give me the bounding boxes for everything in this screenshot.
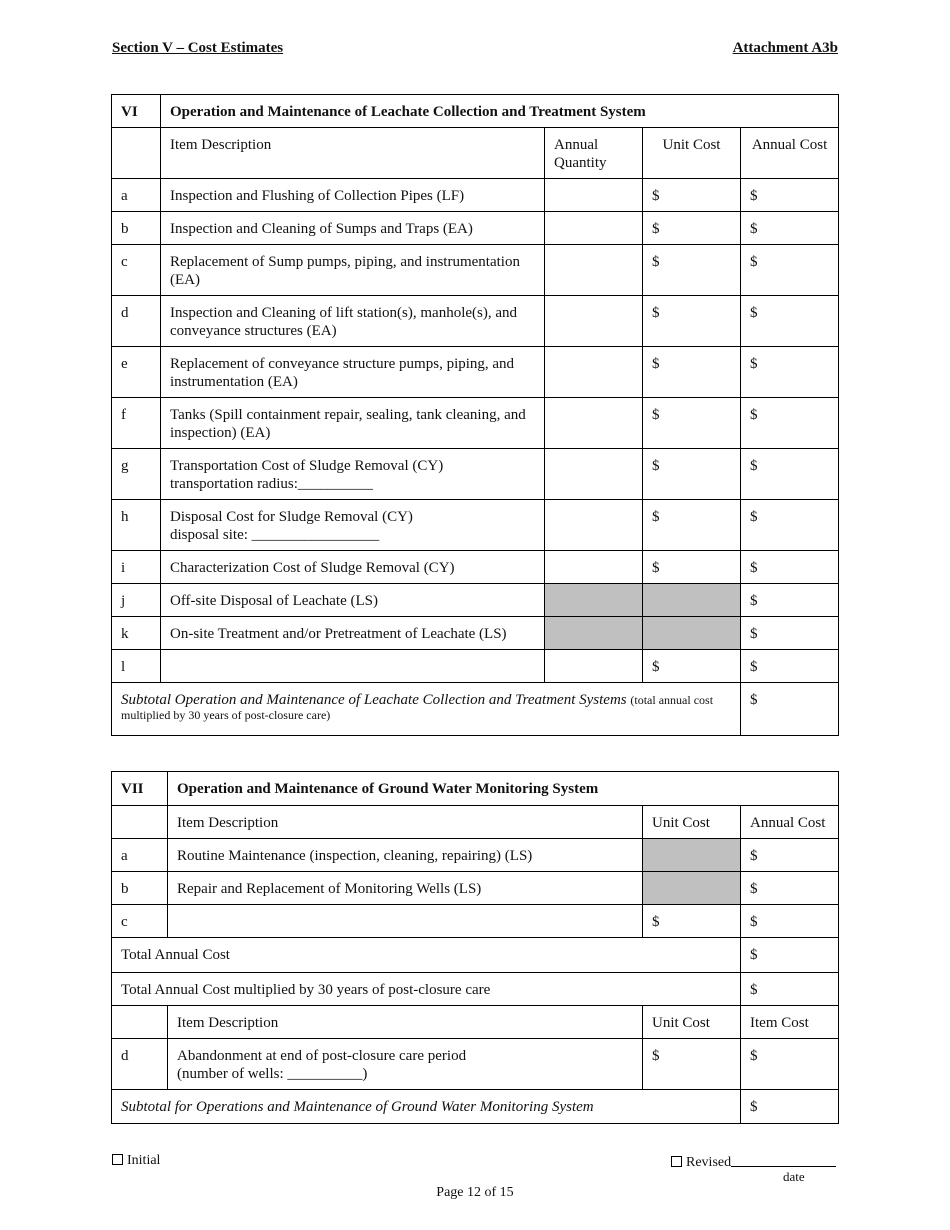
col-header-quantity: Annual Quantity (545, 128, 643, 179)
annual-cost-field[interactable]: $ (741, 347, 839, 398)
annual-cost-field[interactable]: $ (741, 212, 839, 245)
unit-cost-field[interactable]: $ (643, 296, 741, 347)
shaded-cell (643, 617, 741, 650)
section-number: VII (112, 772, 168, 806)
row-id: f (112, 398, 161, 449)
blank-cell (112, 806, 168, 839)
table-row (112, 1039, 839, 1090)
total-30-row (112, 973, 839, 1006)
blank-cell (112, 128, 161, 179)
col-header-item: Item Description (168, 806, 643, 839)
shaded-cell (643, 839, 741, 872)
revised-option[interactable] (671, 1153, 836, 1171)
row-description (168, 1039, 643, 1090)
row-id: c (112, 905, 168, 938)
row-id: l (112, 650, 161, 683)
subtotal-label-cell (112, 683, 741, 736)
unit-cost-field[interactable]: $ (643, 212, 741, 245)
unit-cost-field[interactable]: $ (643, 650, 741, 683)
disposal-site-field[interactable]: disposal site: _________________ (170, 527, 380, 543)
row-id: c (112, 245, 161, 296)
annual-cost-field[interactable]: $ (741, 449, 839, 500)
quantity-field[interactable] (545, 245, 643, 296)
row-description-line: Transportation Cost of Sludge Removal (CY) (170, 458, 444, 474)
row-description (161, 449, 545, 500)
row-description-field[interactable] (168, 905, 643, 938)
table-row (112, 245, 839, 296)
total-row (112, 938, 839, 973)
row-description: Repair and Replacement of Monitoring Wells (LS) (168, 872, 643, 905)
section-vii-table (111, 771, 839, 1124)
initial-label: Initial (127, 1153, 161, 1168)
unit-cost-field[interactable]: $ (643, 347, 741, 398)
row-description-field[interactable] (161, 650, 545, 683)
row-id: e (112, 347, 161, 398)
number-of-wells-field[interactable]: (number of wells: __________) (177, 1066, 368, 1082)
transportation-radius-field[interactable]: transportation radius:__________ (170, 476, 373, 492)
unit-cost-field[interactable]: $ (643, 905, 741, 938)
initial-option[interactable] (112, 1153, 160, 1169)
annual-cost-field[interactable]: $ (741, 551, 839, 584)
subtotal-value-field[interactable]: $ (741, 683, 839, 736)
quantity-field[interactable] (545, 650, 643, 683)
unit-cost-field[interactable]: $ (643, 179, 741, 212)
annual-cost-field[interactable]: $ (741, 584, 839, 617)
row-id: a (112, 179, 161, 212)
row-description: Inspection and Cleaning of lift station(s), manhole(s), and conveyance structures (EA) (161, 296, 545, 347)
table-row (112, 212, 839, 245)
row-description-line: Abandonment at end of post-closure care period (177, 1048, 467, 1064)
shaded-cell (643, 872, 741, 905)
annual-cost-field[interactable]: $ (741, 398, 839, 449)
table-row (112, 839, 839, 872)
row-description: Characterization Cost of Sludge Removal (CY) (161, 551, 545, 584)
row-id: k (112, 617, 161, 650)
row-id: b (112, 212, 161, 245)
col-header-unit-cost: Unit Cost (643, 128, 741, 179)
quantity-field[interactable] (545, 347, 643, 398)
unit-cost-field[interactable]: $ (643, 245, 741, 296)
quantity-field[interactable] (545, 179, 643, 212)
row-id: i (112, 551, 161, 584)
total-30-label: Total Annual Cost multiplied by 30 years of post-closure care (112, 973, 741, 1006)
annual-cost-field[interactable]: $ (741, 179, 839, 212)
annual-cost-field[interactable]: $ (741, 500, 839, 551)
unit-cost-field[interactable]: $ (643, 449, 741, 500)
section-vi-table (111, 94, 839, 736)
annual-cost-field[interactable]: $ (741, 617, 839, 650)
section-title: Operation and Maintenance of Ground Water Monitoring System (168, 772, 839, 806)
row-description: Replacement of conveyance structure pumps, piping, and instrumentation (EA) (161, 347, 545, 398)
quantity-field[interactable] (545, 449, 643, 500)
date-caption: date (783, 1169, 805, 1184)
row-description: Replacement of Sump pumps, piping, and instrumentation (EA) (161, 245, 545, 296)
table-row (112, 872, 839, 905)
table-row (112, 179, 839, 212)
section-header: Section V – Cost Estimates (112, 40, 284, 56)
annual-cost-field[interactable]: $ (741, 296, 839, 347)
subtotal-row (112, 683, 839, 736)
quantity-field[interactable] (545, 212, 643, 245)
table-row (112, 584, 839, 617)
total-value-field[interactable]: $ (741, 938, 839, 973)
table-row (112, 905, 839, 938)
unit-cost-field[interactable]: $ (643, 500, 741, 551)
section-title: Operation and Maintenance of Leachate Collection and Treatment System (161, 95, 839, 128)
subtotal-value-field[interactable]: $ (741, 1090, 839, 1124)
row-id: g (112, 449, 161, 500)
row-description: Tanks (Spill containment repair, sealing, tank cleaning, and inspection) (EA) (161, 398, 545, 449)
table-row (112, 449, 839, 500)
quantity-field[interactable] (545, 296, 643, 347)
annual-cost-field[interactable]: $ (741, 905, 839, 938)
row-id: h (112, 500, 161, 551)
table-row (112, 398, 839, 449)
row-description-line: Disposal Cost for Sludge Removal (CY) (170, 509, 413, 525)
row-id: d (112, 296, 161, 347)
table-row (112, 551, 839, 584)
table-row (112, 296, 839, 347)
table-row (112, 617, 839, 650)
row-description: On-site Treatment and/or Pretreatment of Leachate (LS) (161, 617, 545, 650)
col-header-unit-cost: Unit Cost (643, 806, 741, 839)
col-header-unit-cost: Unit Cost (643, 1006, 741, 1039)
quantity-field[interactable] (545, 551, 643, 584)
col-header-item: Item Description (168, 1006, 643, 1039)
row-description (161, 500, 545, 551)
section-number: VI (112, 95, 161, 128)
shaded-cell (643, 584, 741, 617)
quantity-field[interactable] (545, 500, 643, 551)
col-header-annual-cost: Annual Cost (741, 806, 839, 839)
subtotal-label: Subtotal for Operations and Maintenance of Ground Water Monitoring System (112, 1090, 741, 1124)
annual-cost-field[interactable]: $ (741, 839, 839, 872)
annual-cost-field[interactable]: $ (741, 650, 839, 683)
row-description: Inspection and Flushing of Collection Pipes (LF) (161, 179, 545, 212)
col-header-annual-cost: Annual Cost (741, 128, 839, 179)
annual-cost-field[interactable]: $ (741, 872, 839, 905)
row-id: a (112, 839, 168, 872)
quantity-field[interactable] (545, 398, 643, 449)
page-number: Page 12 of 15 (436, 1185, 514, 1200)
row-description: Inspection and Cleaning of Sumps and Traps (EA) (161, 212, 545, 245)
subtotal-label: Subtotal Operation and Maintenance of Leachate Collection and Treatment Systems (121, 692, 627, 708)
attachment-label: Attachment A3b (732, 40, 838, 56)
col-header-item-cost: Item Cost (741, 1006, 839, 1039)
unit-cost-field[interactable]: $ (643, 398, 741, 449)
revised-date-field[interactable] (731, 1153, 836, 1167)
row-id: j (112, 584, 161, 617)
annual-cost-field[interactable]: $ (741, 245, 839, 296)
subtotal-note: (total annual cost multiplied by 30 years of post-closure care) (121, 693, 714, 722)
initial-checkbox[interactable] (112, 1154, 123, 1165)
row-id: d (112, 1039, 168, 1090)
table-row (112, 347, 839, 398)
row-id: b (112, 872, 168, 905)
item-cost-field[interactable]: $ (741, 1039, 839, 1090)
subtotal-row (112, 1090, 839, 1124)
row-description: Off-site Disposal of Leachate (LS) (161, 584, 545, 617)
revised-checkbox[interactable] (671, 1156, 682, 1167)
unit-cost-field[interactable]: $ (643, 551, 741, 584)
blank-cell (112, 1006, 168, 1039)
unit-cost-field[interactable]: $ (643, 1039, 741, 1090)
total-30-value-field[interactable]: $ (741, 973, 839, 1006)
total-label: Total Annual Cost (112, 938, 741, 973)
shaded-cell (545, 584, 643, 617)
table-row (112, 650, 839, 683)
revised-label: Revised (686, 1155, 732, 1170)
row-description: Routine Maintenance (inspection, cleaning, repairing) (LS) (168, 839, 643, 872)
col-header-item: Item Description (161, 128, 545, 179)
table-row (112, 500, 839, 551)
shaded-cell (545, 617, 643, 650)
